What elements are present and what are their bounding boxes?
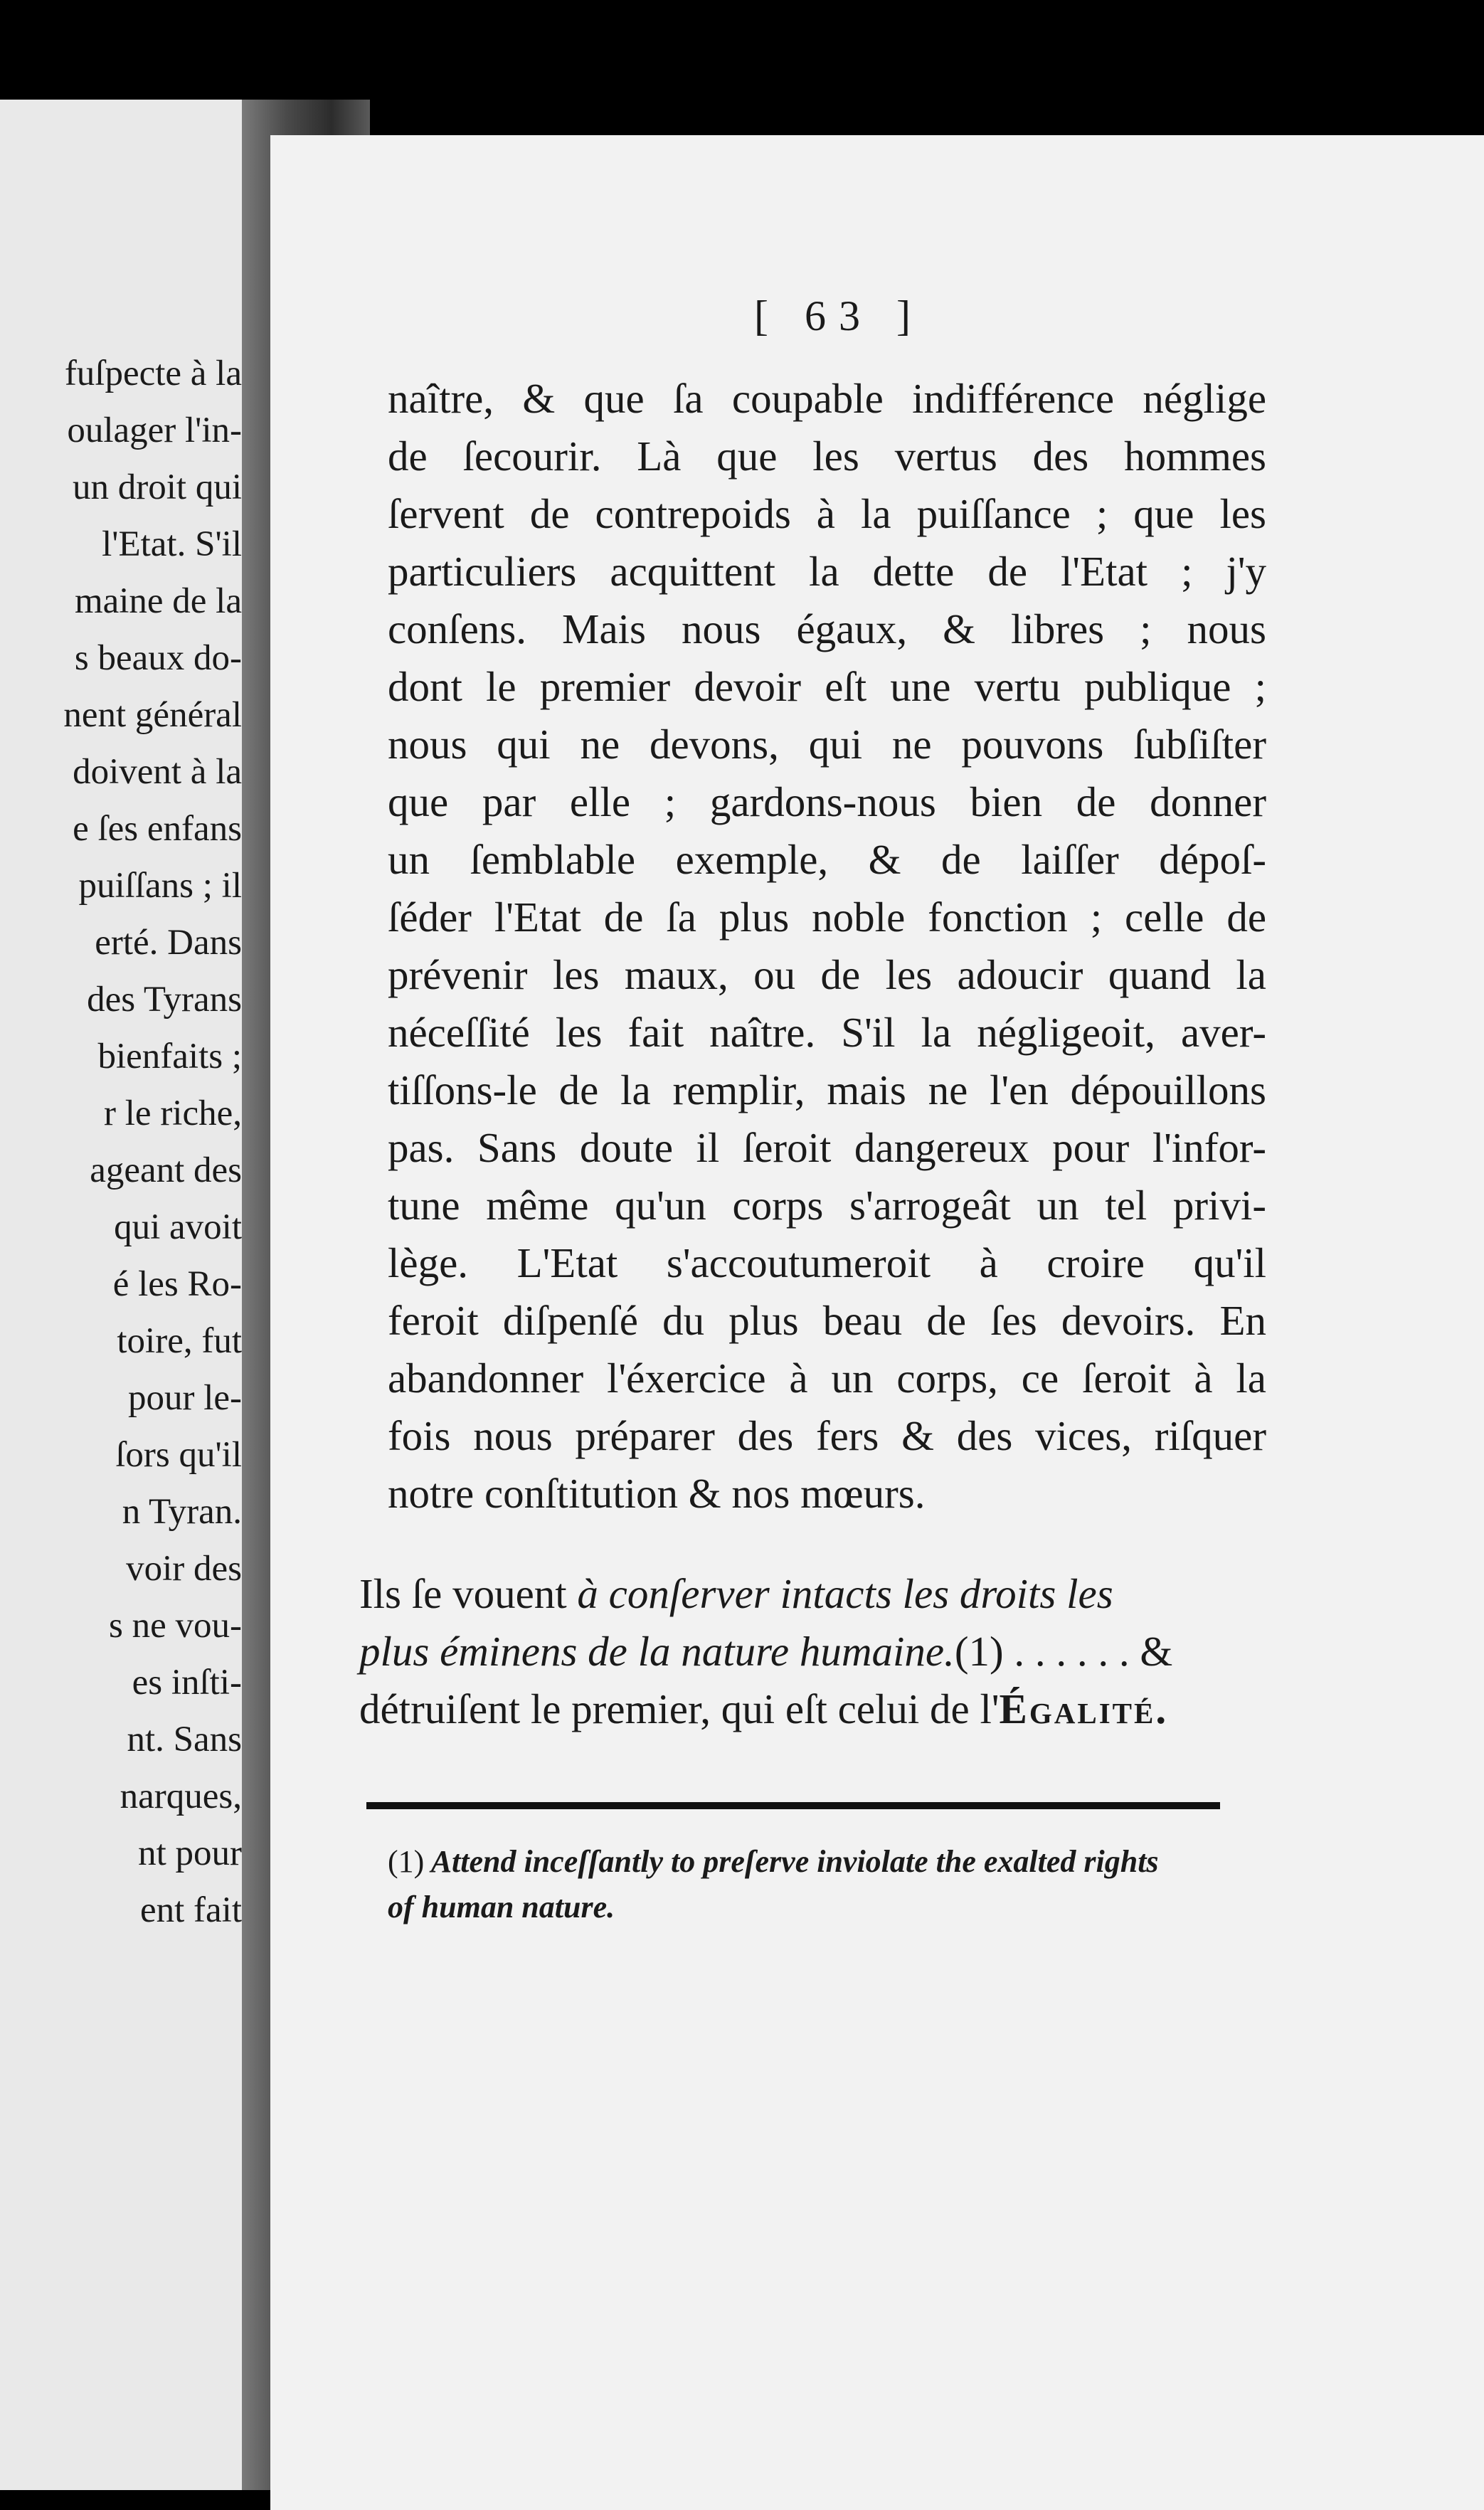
previous-page-line: ageant des bbox=[90, 1150, 242, 1190]
previous-page-text bbox=[0, 345, 242, 1939]
paragraph-1-line: feroit diſpenſé du plus beau de ſes devoirs. En bbox=[388, 1297, 1266, 1344]
paragraph-1-line: prévenir les maux, ou de les adoucir quand la bbox=[388, 951, 1266, 998]
previous-page-line: nt pour bbox=[138, 1833, 242, 1873]
previous-page-line: un droit qui bbox=[73, 467, 242, 507]
paragraph-1-line: naître, & que ſa coupable indifférence néglige bbox=[388, 375, 1266, 422]
paragraph-1-line: conſens. Mais nous égaux, & libres ; nous bbox=[388, 605, 1266, 652]
previous-page-line: maine de la bbox=[74, 581, 242, 621]
footnote bbox=[388, 1839, 1241, 1930]
paragraph-1-line: un ſemblable exemple, & de laiſſer dépoſ- bbox=[388, 836, 1266, 883]
paragraph-1-line: tune même qu'un corps s'arrogeât un tel privi- bbox=[388, 1182, 1266, 1229]
previous-page-line: nt. Sans bbox=[127, 1720, 242, 1759]
paragraph-1-line: lège. L'Etat s'accoutumeroit à croire qu'il bbox=[388, 1239, 1266, 1286]
previous-page-line: l'Etat. S'il bbox=[102, 524, 242, 564]
paragraph-2 bbox=[359, 1565, 1249, 1738]
paragraph-1-line: dont le premier devoir eſt une vertu publique ; bbox=[388, 663, 1266, 710]
paragraph-1-line: fois nous préparer des fers & des vices, riſquer bbox=[388, 1412, 1266, 1459]
previous-page-line: voir des bbox=[126, 1549, 242, 1589]
paragraph-1-line: pas. Sans doute il ſeroit dangereux pour l'infor- bbox=[388, 1124, 1266, 1171]
footnote-divider bbox=[366, 1802, 1220, 1809]
previous-page-line: es inſti- bbox=[132, 1663, 242, 1703]
paragraph-1-line: ſéder l'Etat de ſa plus noble fonction ; celle de bbox=[388, 894, 1266, 941]
previous-page-line: ent fait bbox=[139, 1890, 242, 1930]
previous-page-line: puiſſans ; il bbox=[78, 866, 242, 906]
previous-page-line: toire, fut bbox=[117, 1321, 242, 1361]
page-number: [ 63 ] bbox=[754, 292, 923, 339]
previous-page-line: nent général bbox=[63, 695, 242, 735]
previous-page-line: s ne vou- bbox=[109, 1606, 242, 1646]
previous-page-line: des Tyrans bbox=[87, 980, 242, 1020]
paragraph-1 bbox=[388, 370, 1266, 1523]
previous-page-line: ſors qu'il bbox=[115, 1435, 242, 1475]
previous-page-line: oulager l'in- bbox=[67, 411, 242, 450]
previous-page-line: narques, bbox=[120, 1776, 242, 1816]
footnote-line-2: of human nature. bbox=[388, 1890, 615, 1924]
previous-page-line: fuſpecte à la bbox=[64, 354, 242, 393]
paragraph-1-line: tiſſons-le de la remplir, mais ne l'en dépouillons bbox=[388, 1066, 1266, 1113]
paragraph-1-line: néceſſité les fait naître. S'il la négligeoit, aver- bbox=[388, 1009, 1266, 1056]
paragraph-2-line-1: Ils ſe vouent à conſerver intacts les droits les bbox=[359, 1570, 1113, 1617]
previous-page-line: bienfaits ; bbox=[97, 1037, 242, 1076]
previous-page-line: s beaux do- bbox=[74, 638, 242, 678]
previous-page-line: e ſes enfans bbox=[73, 809, 242, 849]
paragraph-2-line-2: plus éminens de la nature humaine.(1) . . . . . . & bbox=[359, 1628, 1173, 1675]
paragraph-1-line: que par elle ; gardons-nous bien de donner bbox=[388, 778, 1266, 825]
footnote-marker: (1) bbox=[388, 1844, 425, 1879]
previous-page-line: doivent à la bbox=[73, 752, 242, 792]
paragraph-1-line: notre conſtitution & nos mœurs. bbox=[388, 1470, 926, 1517]
previous-page-line: qui avoit bbox=[114, 1207, 242, 1247]
previous-page bbox=[0, 100, 277, 2490]
previous-page-line: é les Ro- bbox=[112, 1264, 242, 1304]
previous-page-line: pour le- bbox=[127, 1378, 242, 1418]
paragraph-1-line: nous qui ne devons, qui ne pouvons ſubſiſter bbox=[388, 721, 1266, 768]
paragraph-1-line: ſervent de contrepoids à la puiſſance ; que les bbox=[388, 490, 1266, 537]
previous-page-line: erté. Dans bbox=[95, 923, 242, 963]
paragraph-2-line-3: détruiſent le premier, qui eſt celui de l'Égalité. bbox=[359, 1685, 1169, 1732]
paragraph-1-line: de ſecourir. Là que les vertus des hommes bbox=[388, 433, 1266, 480]
previous-page-line: n Tyran. bbox=[122, 1492, 242, 1532]
paragraph-1-line: abandonner l'éxercice à un corps, ce ſeroit à la bbox=[388, 1355, 1266, 1402]
previous-page-line: r le riche, bbox=[104, 1094, 242, 1133]
egalite-word: Égalité. bbox=[999, 1685, 1169, 1732]
paragraph-1-line: particuliers acquittent la dette de l'Etat ; j'y bbox=[388, 548, 1266, 595]
footnote-line-1: (1) Attend inceſſantly to preſerve inviolate the exalted rights bbox=[388, 1844, 1159, 1879]
